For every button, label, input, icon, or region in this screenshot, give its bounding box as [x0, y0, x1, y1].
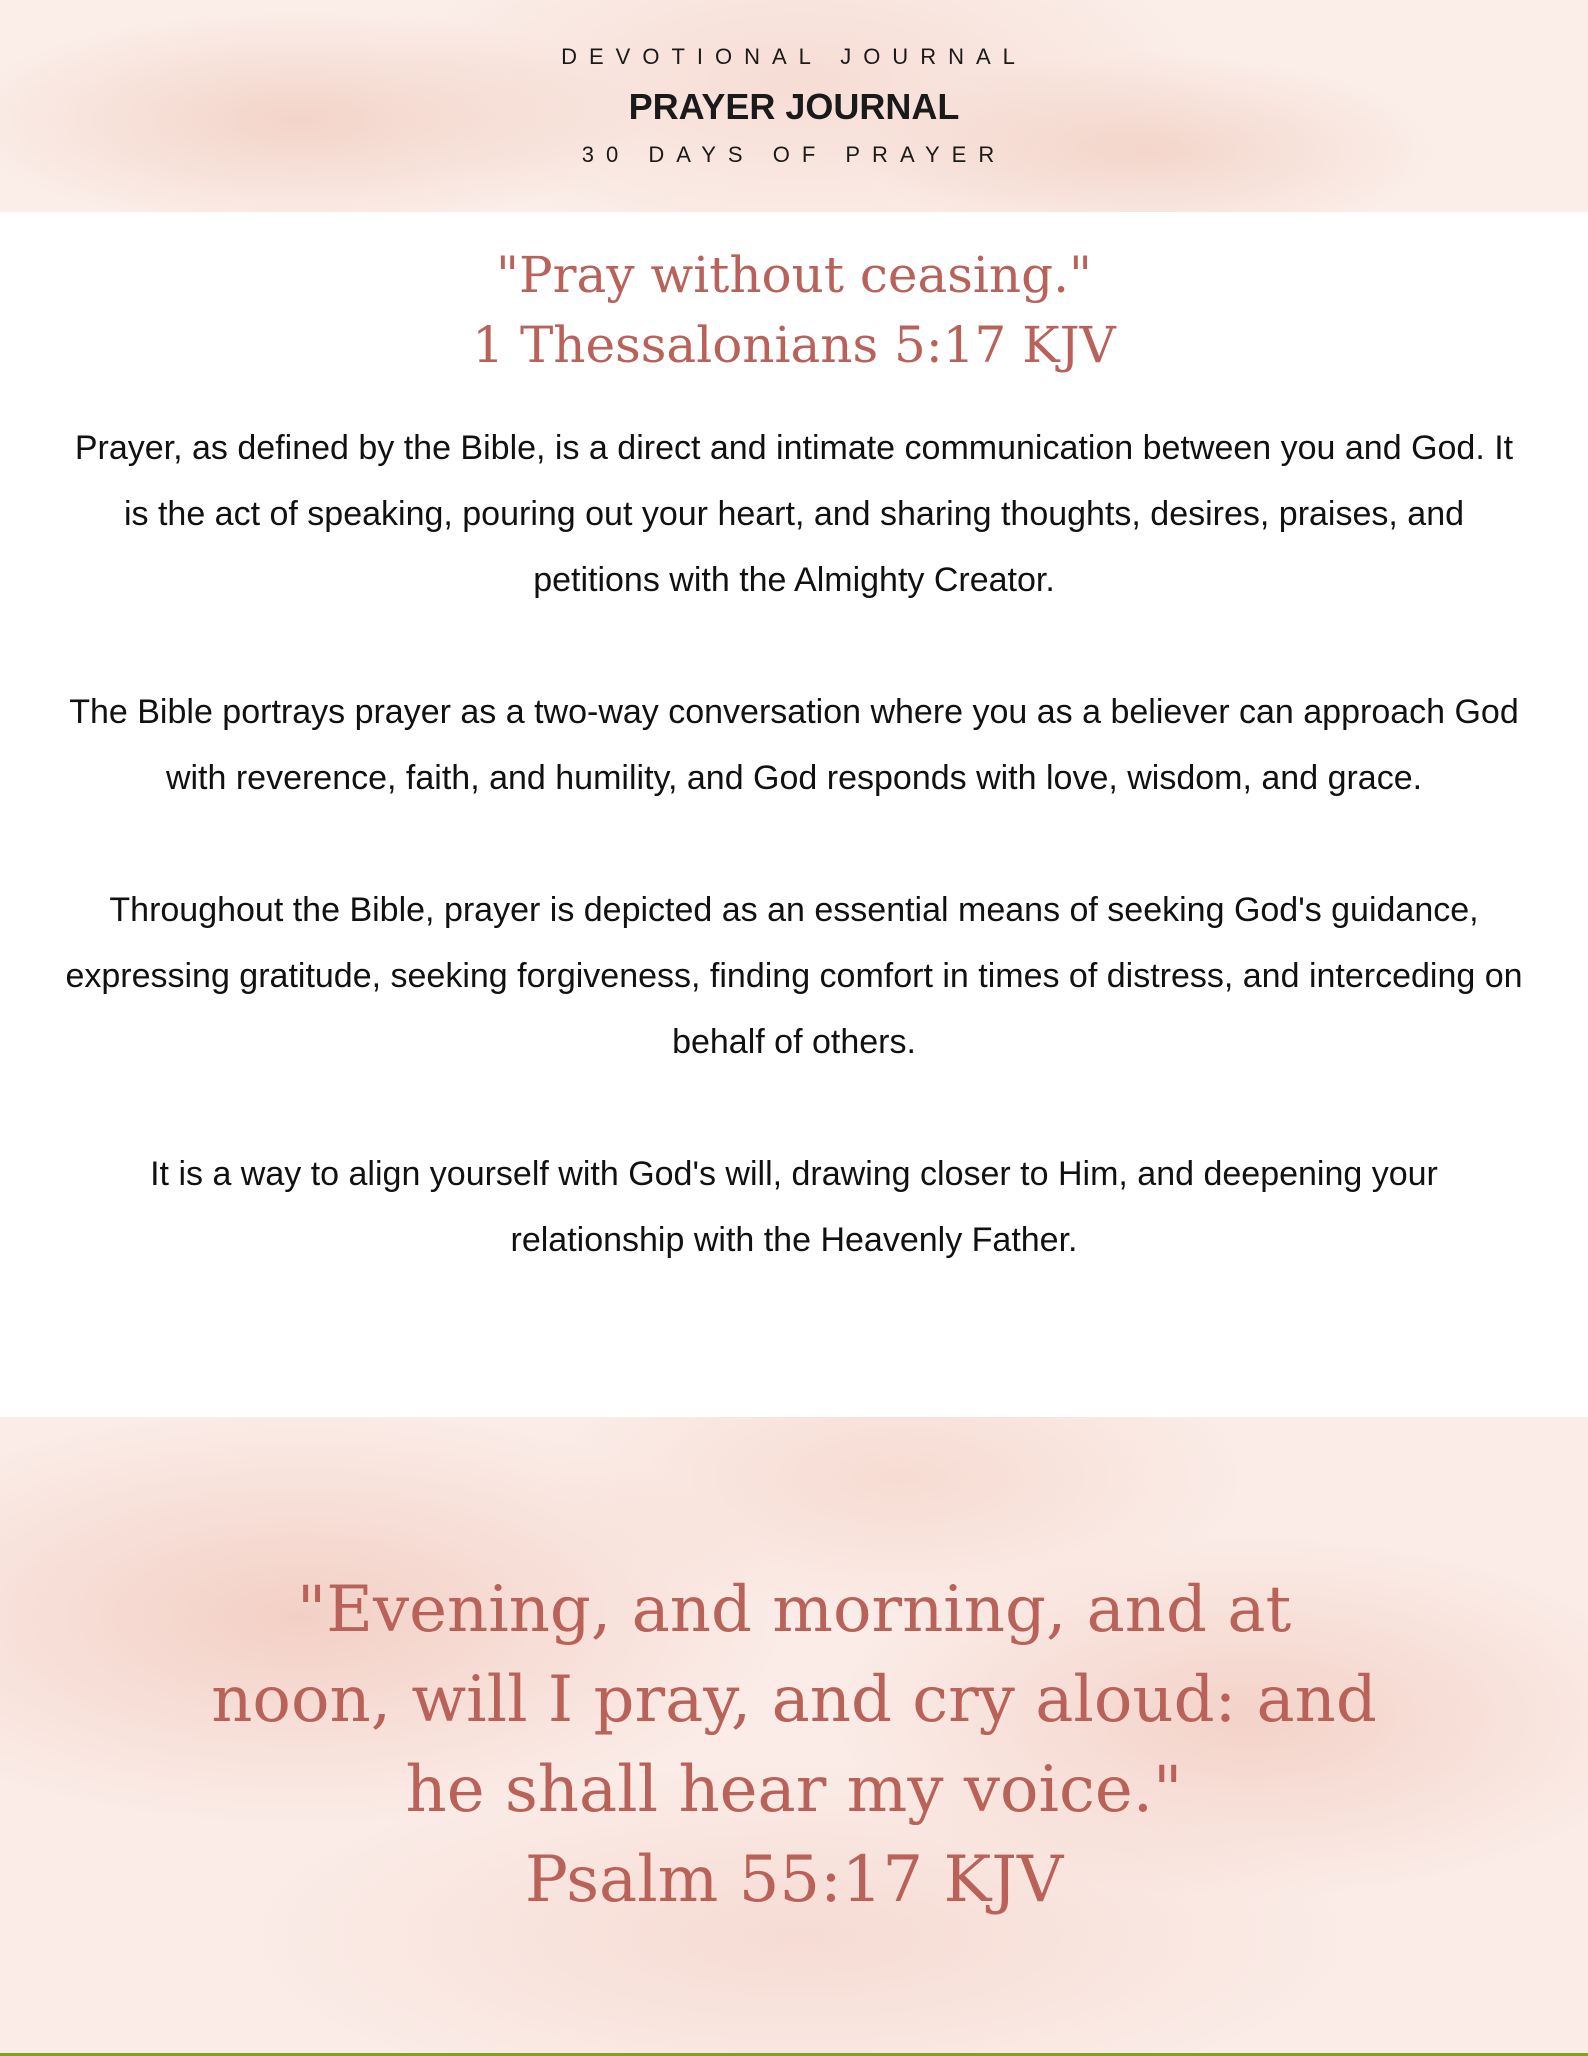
header-title: PRAYER JOURNAL	[628, 86, 960, 127]
header-subtitle: 30 DAYS OF PRAYER	[581, 142, 1007, 167]
header-kicker: DEVOTIONAL JOURNAL	[561, 44, 1027, 69]
top-quote-text: "Pray without ceasing."	[495, 246, 1093, 304]
bottom-quote-reference: Psalm 55:17 KJV	[524, 1843, 1064, 1917]
paragraph: The Bible portrays prayer as a two-way conversation where you as a believer can approach God with reverence, faith, and humility, and God responds with love, wisdom, and grace.	[69, 693, 1519, 797]
paragraph: It is a way to align yourself with God's will, drawing closer to Him, and deepening your relationship with the Heavenly Father.	[150, 1155, 1438, 1259]
top-quote-reference: 1 Thessalonians 5:17 KJV	[472, 316, 1116, 374]
paragraph: Throughout the Bible, prayer is depicted as an essential means of seeking God's guidance, expressing gratitude, seeking forgiveness, finding comfort in times of distress, and interceding on behalf of others.	[65, 891, 1523, 1061]
bottom-quote	[200, 1565, 1388, 1925]
paragraph: Prayer, as defined by the Bible, is a direct and intimate communication between you and God. It is the act of speaking, pouring out your heart, and sharing thoughts, desires, praises, and petitions with the Almighty Creator.	[74, 429, 1514, 599]
bottom-quote-text: "Evening, and morning, and at noon, will I pray, and cry aloud: and he shall hear my voice."	[211, 1573, 1377, 1827]
body-text	[60, 415, 1528, 1339]
top-quote	[0, 240, 1588, 380]
